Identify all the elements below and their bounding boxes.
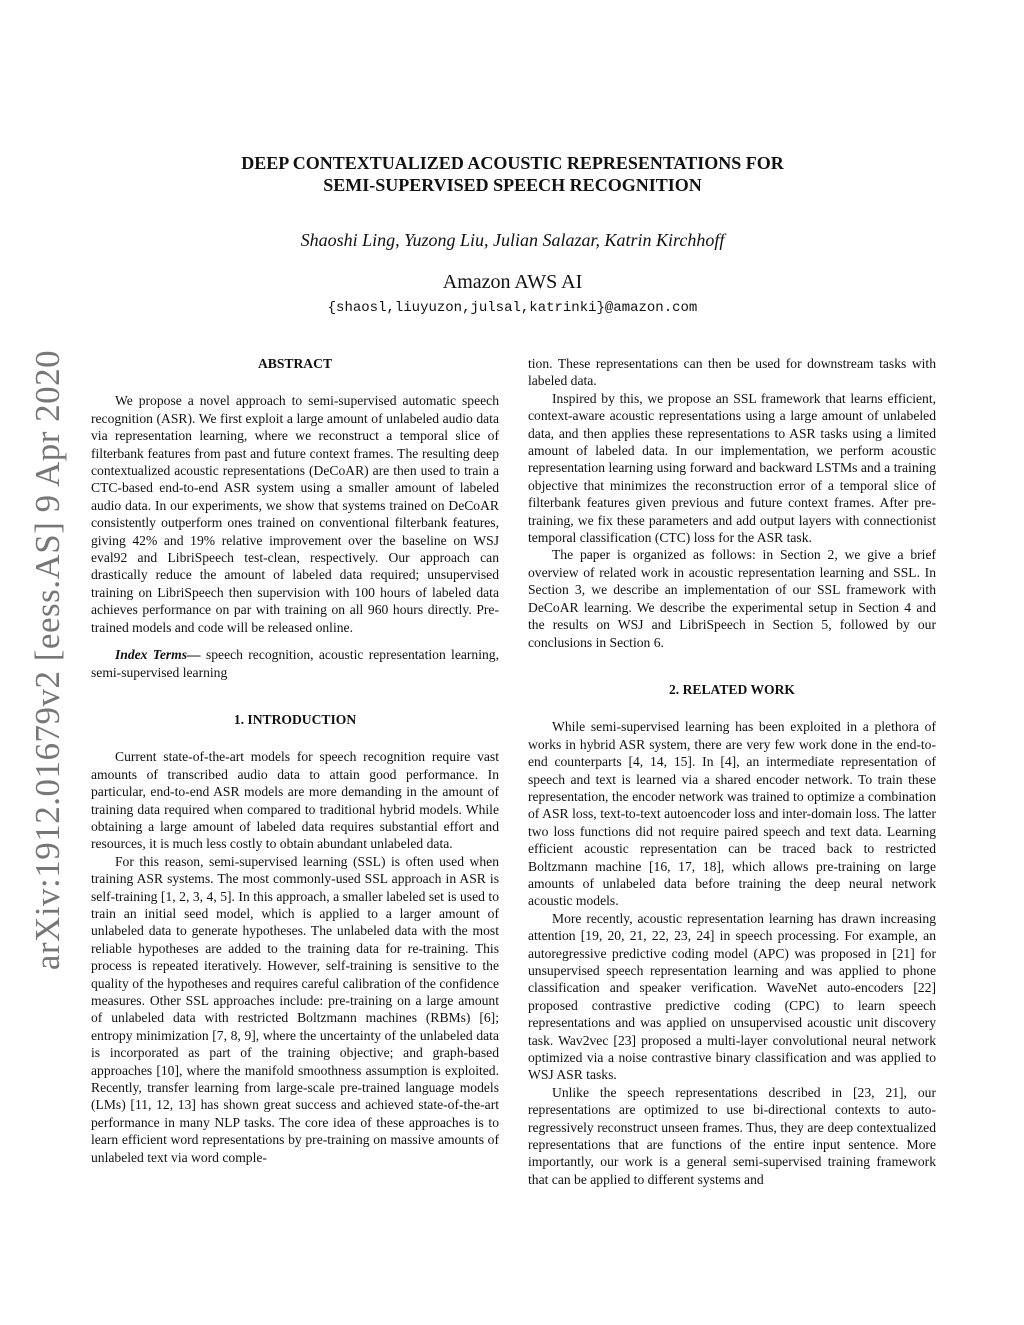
- intro-paragraph-2-continued: tion. These representations can then be used for downstream tasks with labeled data.: [528, 356, 936, 389]
- paper-title: [90, 152, 935, 196]
- intro-paragraph-1: Current state-of-the-art models for speech recognition require vast amounts of transcribed audio data to attain good performance. In particular, end-to-end ASR models are more demanding in the amount of training data required when compared to traditional hybrid models. While obtaining a large amount of labeled data requires substantial effort and resources, it is much less costly to obtain abundant unlabeled data.: [91, 749, 499, 852]
- index-terms: [91, 646, 499, 681]
- arxiv-identifier-text: arXiv:1912.01679v2 [eess.AS] 9 Apr 2020: [28, 349, 67, 971]
- title-block: [90, 152, 935, 316]
- title-line-2: SEMI-SUPERVISED SPEECH RECOGNITION: [323, 175, 702, 195]
- intro-paragraph-3: Inspired by this, we propose an SSL framework that learns efficient, context-aware acoustic representations using a large amount of unlabeled data, and then applies these representations to ASR tasks using a limited amount of labeled data. In our implementation, we perform acoustic representation learning using forward and backward LSTMs and a training objective that minimizes the reconstruction error of a temporal slice of filterbank features given previous and future context frames. After pre-training, we fix these parameters and add output layers with connectionist temporal classification (CTC) loss for the ASR task.: [528, 390, 936, 546]
- index-terms-text: speech recognition, acoustic representation learning, semi-supervised learning: [91, 647, 499, 680]
- arxiv-identifier: [28, 350, 68, 970]
- intro-paragraph-4: The paper is organized as follows: in Section 2, we give a brief overview of related work in acoustic representation learning and SSL. In Section 3, we describe an implementation of our SSL framework with DeCoAR learning. We describe the experimental setup in Section 4 and the results on WSJ and LibriSpeech in Section 5, followed by our conclusions in Section 6.: [528, 547, 936, 650]
- intro-paragraph-2: For this reason, semi-supervised learning (SSL) is often used when training ASR systems. The most commonly-used SSL approach in ASR is self-training [1, 2, 3, 4, 5]. In this approach, a smaller labeled set is used to train an initial seed model, which is applied to a larger amount of unlabeled data to generate hypotheses. The unlabeled data with the most reliable hypotheses are added to the training data for re-training. This process is repeated iteratively. However, self-training is sensitive to the quality of the hypotheses and requires careful calibration of the confidence measures. Other SSL approaches include: pre-training on a large amount of unlabeled data with restricted Boltzmann machines (RBMs) [6]; entropy minimization [7, 8, 9], where the uncertainty of the unlabeled data is incorporated as part of the training objective; and graph-based approaches [10], where the manifold smoothness assumption is exploited. Recently, transfer learning from large-scale pre-trained language models (LMs) [11, 12, 13] has shown great success and achieved state-of-the-art performance in many NLP tasks. The core idea of these approaches is to learn efficient word representations by pre-training on massive amounts of unlabeled text via word comple-: [91, 853, 499, 1165]
- affiliation: Amazon AWS AI: [442, 271, 583, 293]
- related-paragraph-1: While semi-supervised learning has been exploited in a plethora of works in hybrid ASR system, there are very few work done in the end-to-end counterparts [4, 14, 15]. In [4], an intermediate representation of speech and text is learned via a shared encoder network. To train these representation, the encoder network was trained to optimize a combination of ASR loss, text-to-text autoencoder loss and inter-domain loss. The latter two loss functions did not require paired speech and text data. Learning efficient acoustic representation can be traced back to restricted Boltzmann machine [16, 17, 18], which allows pre-training on large amounts of unlabeled data before training the deep neural network acoustic models.: [528, 719, 936, 909]
- left-column: [91, 355, 499, 1166]
- authors: Shaoshi Ling, Yuzong Liu, Julian Salazar, Katrin Kirchhoff: [300, 230, 725, 250]
- title-line-1: DEEP CONTEXTUALIZED ACOUSTIC REPRESENTATIONS FOR: [241, 153, 784, 173]
- related-paragraph-3: Unlike the speech representations described in [23, 21], our representations are optimized to use bi-directional contexts to auto-regressively reconstruct unseen frames. Thus, they are deep contextualized representations that are functions of the entire input sentence. More importantly, our work is a general semi-supervised training framework that can be applied to different systems and: [528, 1084, 936, 1187]
- abstract-text: We propose a novel approach to semi-supervised automatic speech recognition (ASR). We first exploit a large amount of unlabeled audio data via representation learning, where we reconstruct a temporal slice of filterbank features from past and future context frames. The resulting deep contextualized acoustic representations (DeCoAR) are then used to train a CTC-based end-to-end ASR system using a smaller amount of labeled audio data. In our experiments, we show that systems trained on DeCoAR consistently outperform ones trained on conventional filterbank features, giving 42% and 19% relative improvement over the baseline on WSJ eval92 and LibriSpeech test-clean, respectively. Our approach can drastically reduce the amount of labeled data required; unsupervised training on LibriSpeech then supervision with 100 hours of labeled data achieves performance on par with training on all 960 hours directly. Pre-trained models and code will be released online.: [91, 393, 499, 635]
- right-column: [528, 355, 936, 1188]
- index-terms-label: Index Terms—: [115, 647, 201, 663]
- abstract-heading: ABSTRACT: [257, 356, 333, 371]
- related-paragraph-2: More recently, acoustic representation learning has drawn increasing attention [19, 20, 21, 22, 23, 24] in speech processing. For example, an autoregressive predictive coding model (APC) was proposed in [21] for unsupervised speech representation learning and was applied to phone classification and speaker verification. WaveNet auto-encoders [22] proposed contrastive predictive coding (CPC) to learn speech representations and was applied on unsupervised acoustic unit discovery task. Wav2vec [23] proposed a multi-layer convolutional neural network optimized via a noise contrastive binary classification and was applied to WSJ ASR tasks.: [528, 910, 936, 1083]
- author-emails: {shaosl,liuyuzon,julsal,katrinki}@amazon.com: [327, 300, 698, 316]
- related-work-heading: 2. RELATED WORK: [668, 681, 795, 697]
- intro-heading: 1. INTRODUCTION: [233, 711, 357, 727]
